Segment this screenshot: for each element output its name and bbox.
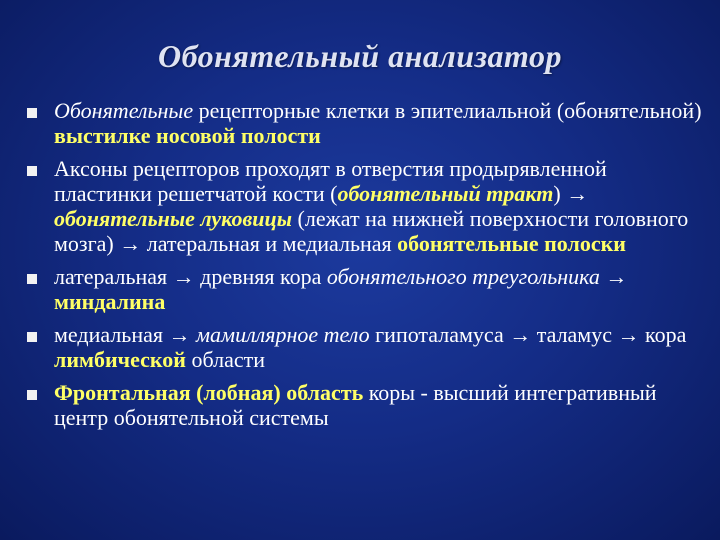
bullet-text-segment: обонятельные полоски (397, 231, 626, 256)
square-bullet-icon (27, 332, 37, 342)
bullet-text-segment: рецепторные клетки в эпителиальной (обонятельной) (193, 98, 702, 123)
bullet-text-segment: мамиллярное тело (196, 322, 370, 347)
bullet-text-segment: ) → (553, 181, 589, 206)
bullet-text-segment: Фронтальная (лобная) область (54, 380, 364, 405)
square-bullet-icon (27, 274, 37, 284)
bullet-text-segment: лимбической (54, 347, 186, 372)
bullet-text-segment: → (599, 264, 628, 289)
bullet-item (20, 98, 710, 148)
square-bullet-icon (27, 108, 37, 118)
bullet-text-segment: гипоталамуса → таламус → кора (369, 322, 687, 347)
bullet-item (20, 322, 710, 372)
bullet-text-segment: медиальная → (54, 322, 196, 347)
bullet-text-segment: Обонятельные (54, 98, 194, 123)
bullet-item (20, 156, 710, 256)
bullet-text-segment: Аксоны рецепторов проходят в отверстия продырявленной пластинки решетчатой кости ( (54, 156, 607, 206)
bullet-text-segment: латеральная → древняя кора (54, 264, 327, 289)
square-bullet-icon (27, 390, 37, 400)
bullet-text-segment: (лежат на нижней поверхности головного мозга) → латеральная и медиальная (54, 206, 689, 256)
slide-title: Обонятельный анализатор (157, 38, 563, 74)
bullet-text-segment: выстилке носовой полости (54, 123, 321, 148)
bullet-text-segment: обонятельный тракт (337, 181, 554, 206)
square-bullet-icon (27, 166, 37, 176)
bullet-text-segment: обонятельные луковицы (54, 206, 293, 231)
bullet-text-segment: области (185, 347, 265, 372)
bullet-text-segment: миндалина (54, 289, 166, 314)
bullet-text-segment: коры - высший интегративный центр обонятельной системы (54, 380, 657, 430)
bullet-item (20, 264, 710, 314)
bullet-text-segment: обонятельного треугольника (326, 264, 600, 289)
bullet-list (20, 98, 710, 438)
bullet-item (20, 380, 710, 430)
